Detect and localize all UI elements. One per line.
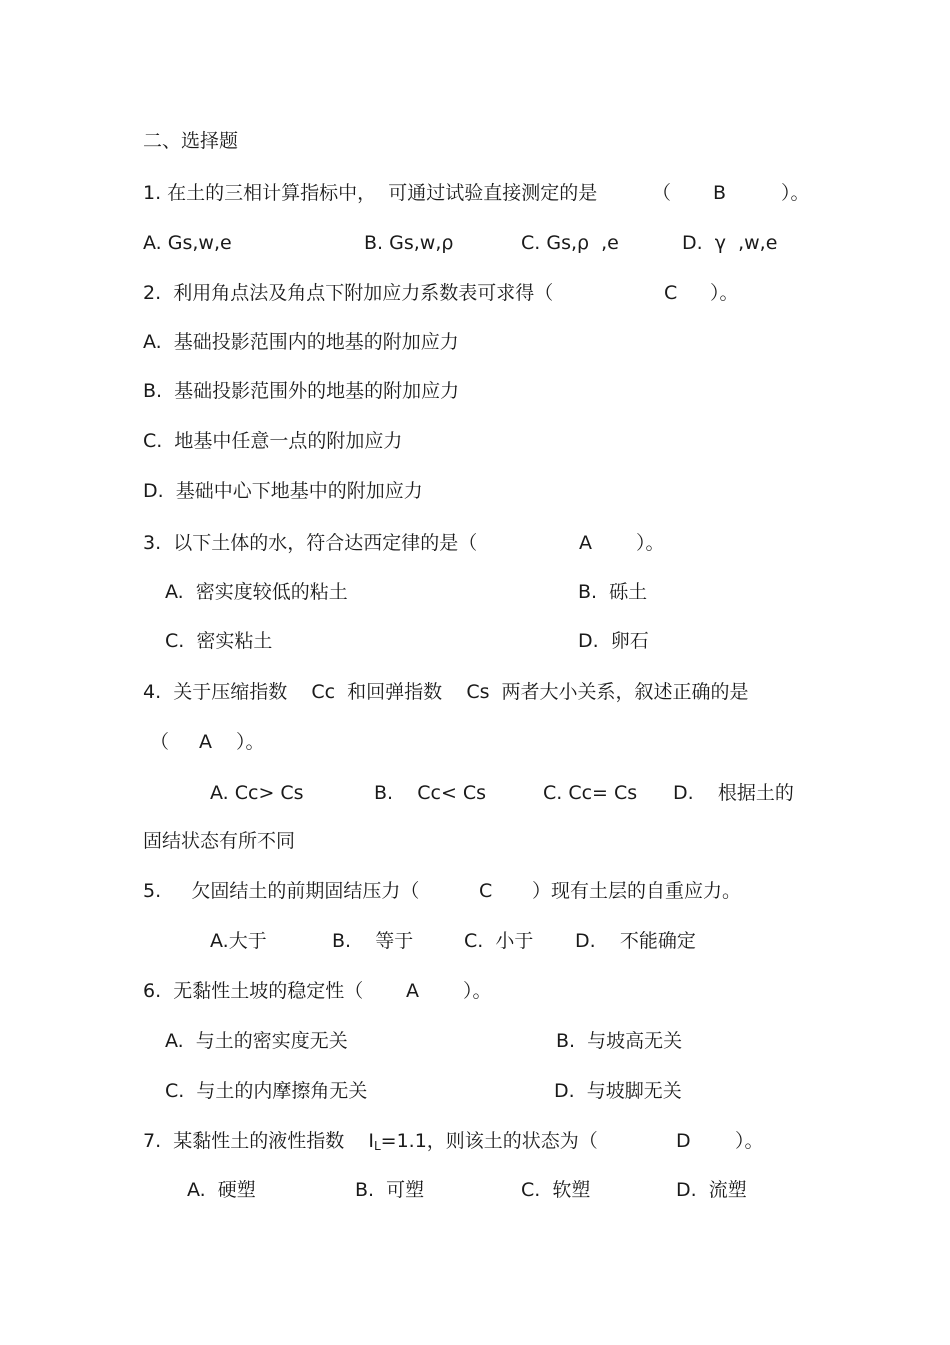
q7-stem-subscript: L [373,1139,381,1153]
q2-option-c: C. 地基中任意一点的附加应力 [143,430,403,452]
q4-option-d: D. 根据土的 [673,782,794,804]
q2-stem: 2. 利用角点法及角点下附加应力系数表可求得（ [143,282,554,304]
q1-close-paren: ）。 [781,182,810,204]
q5-option-b: B. 等于 [332,930,414,952]
q4-stem: 4. 关于压缩指数 Cc 和回弹指数 Cs 两者大小关系，叙述正确的是 [143,681,749,703]
q4-open-paren: （ [150,731,170,753]
q3-option-d: D. 卵石 [578,630,649,652]
q1-option-c: C. Gs,ρ ,e [521,232,619,254]
q1-stem: 1. 在土的三相计算指标中， 可通过试验直接测定的是 [143,182,598,204]
q7-option-c: C. 软塑 [521,1179,591,1201]
q4-answer: A [199,731,212,753]
q4-option-c: C. Cc= Cs [543,782,638,804]
q3-option-c: C. 密实粘土 [165,630,273,652]
q2-option-d: D. 基础中心下地基中的附加应力 [143,480,423,502]
q7-option-b: B. 可塑 [355,1179,425,1201]
q5-stem-start: 5. 欠固结土的前期固结压力（ [143,880,420,902]
q3-option-b: B. 砾土 [578,581,648,603]
q1-option-b: B. Gs,w,ρ [364,232,454,254]
q7-answer: D [676,1130,691,1152]
q1-open-paren: （ [652,182,672,204]
q7-stem-end: =1.1，则该土的状态为（ [380,1130,598,1152]
q6-option-a: A. 与土的密实度无关 [165,1030,348,1052]
q6-answer: A [406,980,419,1002]
q6-close-paren: ）。 [463,980,492,1002]
q6-option-b: B. 与坡高无关 [556,1030,683,1052]
q2-close-paren: ）。 [710,282,739,304]
q7-stem [143,1129,598,1153]
q2-option-a: A. 基础投影范围内的地基的附加应力 [143,331,459,353]
q2-option-b: B. 基础投影范围外的地基的附加应力 [143,380,460,402]
q4-option-a: A. Cc> Cs [210,782,304,804]
q6-option-d: D. 与坡脚无关 [554,1080,682,1102]
q5-option-a: A.大于 [210,930,267,952]
q3-close-paren: ）。 [636,532,665,554]
q1-option-a: A. Gs,w,e [143,232,232,254]
q7-stem-start: 7. 某黏性土的液性指数 I [143,1130,374,1152]
q3-stem: 3. 以下土体的水，符合达西定律的是（ [143,532,478,554]
q4-close-paren: ）。 [236,731,265,753]
q7-option-d: D. 流塑 [676,1179,747,1201]
q5-option-d: D. 不能确定 [575,930,696,952]
q2-answer: C [664,282,678,304]
q5-option-c: C. 小于 [464,930,534,952]
q3-answer: A [579,532,592,554]
q4-option-b: B. Cc< Cs [374,782,487,804]
q7-close-paren: ）。 [735,1130,764,1152]
q3-option-a: A. 密实度较低的粘土 [165,581,348,603]
q6-option-c: C. 与土的内摩擦角无关 [165,1080,368,1102]
section-title: 二、选择题 [143,130,239,152]
q5-stem-end: ）现有土层的自重应力。 [532,880,742,902]
q5-answer: C [479,880,493,902]
q4-option-d-continuation: 固结状态有所不同 [143,830,296,852]
q7-option-a: A. 硬塑 [187,1179,256,1201]
q6-stem: 6. 无黏性土坡的稳定性（ [143,980,364,1002]
q1-option-d: D. γ ,w,e [682,232,778,254]
q1-answer: B [713,182,727,204]
